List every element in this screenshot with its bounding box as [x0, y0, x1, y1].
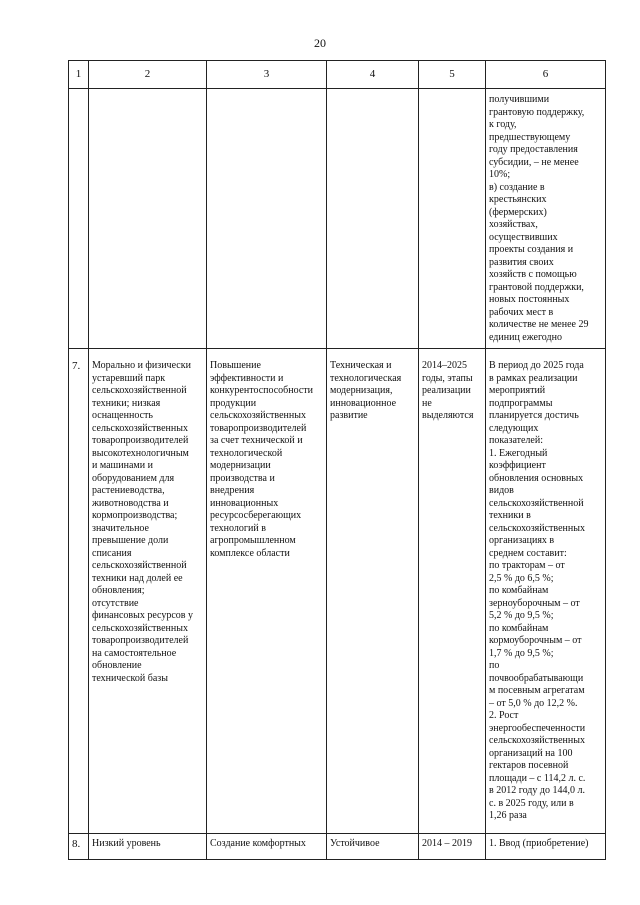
- page-number: 20: [314, 36, 326, 50]
- column-header-1: 1: [69, 61, 89, 89]
- table-cell-results: В период до 2025 года в рамках реализации мероприятий подпрограммы планируется достичь следующих показателей: 1. Ежегодный коэффициент обновления основных видов сельскохозяйственной техники в сельскохозяйственных организациях в среднем составит: по тракторам – от 2,5 % до 6,5 %; по комбайнам зерноуборочным – от 5,2 % до 9,5 %; по комбайнам кормоуборочным – от 1,7 % до 9,5 %; по почвообрабатывающи м посевным агрегатам – от 5,0 % до 12,2 %. 2. Рост энергообеспеченности сельскохозяйственных организаций на 100 гектаров посевной площади – с 114,2 л. с. в 2012 году до 144,0 л. с. в 2025 году, или в 1,26 раза: [486, 349, 606, 834]
- column-header-4: 4: [327, 61, 419, 89]
- table-row: [69, 834, 606, 860]
- column-header-5: 5: [419, 61, 486, 89]
- table-cell-problem: Морально и физически устаревший парк сельскохозяйственной техники; низкая оснащенность сельскохозяйственных товаропроизводителей высокотехнологичным и машинами и оборудованием для растениеводства, животноводства и кормопроизводства; значительное превышение доли списания сельскохозяйственной техники над долей ее обновления; отсутствие финансовых ресурсов у сельскохозяйственных товаропроизводителей на самостоятельное обновление технической базы: [89, 349, 207, 834]
- table-cell-goal: [207, 89, 327, 349]
- column-header-2: 2: [89, 61, 207, 89]
- table-cell-problem: [89, 89, 207, 349]
- table-cell-period: 2014 – 2019: [419, 834, 486, 860]
- table-cell-number: 7.: [69, 349, 89, 834]
- table-cell-results: получившими грантовую поддержку, к году, предшествующему году предоставления субсидии, – не менее 10%; в) создание в крестьянских (фермерских) хозяйствах, осуществивших проекты создания и развития своих хозяйств с помощью грантовой поддержки, новых постоянных рабочих мест в количестве не менее 29 единиц ежегодно: [486, 89, 606, 349]
- table-cell-direction: [327, 89, 419, 349]
- table-cell-direction: Устойчивое: [327, 834, 419, 860]
- column-header-6: 6: [486, 61, 606, 89]
- table-row: [69, 349, 606, 834]
- table-cell-number: 8.: [69, 834, 89, 860]
- table-row: [69, 89, 606, 349]
- table-cell-results: 1. Ввод (приобретение): [486, 834, 606, 860]
- table-cell-direction: Техническая и технологическая модернизация, инновационное развитие: [327, 349, 419, 834]
- table-cell-number: [69, 89, 89, 349]
- table-cell-problem: Низкий уровень: [89, 834, 207, 860]
- column-header-3: 3: [207, 61, 327, 89]
- table-cell-goal: Создание комфортных: [207, 834, 327, 860]
- table-cell-goal: Повышение эффективности и конкурентоспособности продукции сельскохозяйственных товаропроизводителей за счет технической и технологической модернизации производства и внедрения инновационных ресурсосберегающих технологий в агропромышленном комплексе области: [207, 349, 327, 834]
- table-header-row: [69, 61, 606, 89]
- document-table: [68, 60, 606, 860]
- table-cell-period: [419, 89, 486, 349]
- table-cell-period: 2014–2025 годы, этапы реализации не выделяются: [419, 349, 486, 834]
